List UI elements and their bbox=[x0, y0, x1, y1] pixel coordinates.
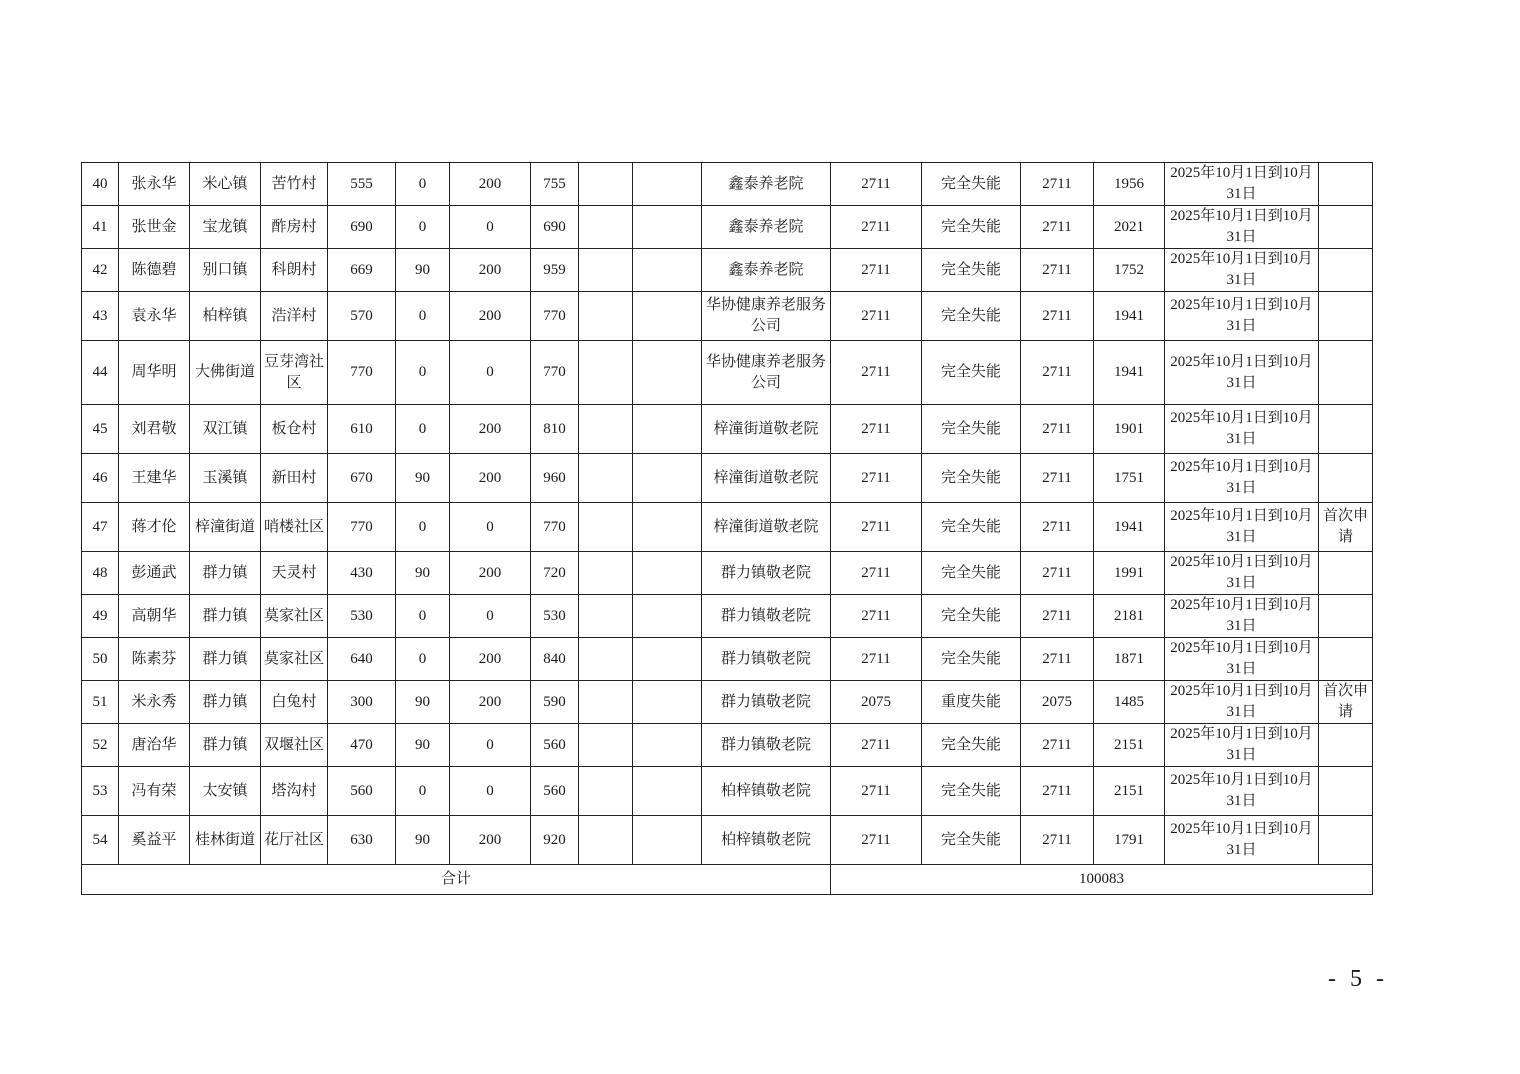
amount-4-cell: 560 bbox=[531, 767, 579, 816]
institution-cell: 群力镇敬老院 bbox=[702, 724, 831, 767]
amount-2-cell: 90 bbox=[396, 249, 450, 292]
amount-3-cell: 0 bbox=[450, 503, 531, 552]
difference-cell: 1941 bbox=[1094, 292, 1165, 341]
note-cell bbox=[1319, 552, 1373, 595]
row-number-cell: 51 bbox=[82, 681, 119, 724]
disability-level-cell: 完全失能 bbox=[922, 341, 1021, 405]
amount-cell: 2711 bbox=[1021, 816, 1094, 865]
table-row bbox=[82, 206, 1373, 249]
town-cell: 柏梓镇 bbox=[190, 292, 261, 341]
amount-3-cell: 200 bbox=[450, 163, 531, 206]
blank-1-cell bbox=[579, 206, 633, 249]
row-number-cell: 45 bbox=[82, 405, 119, 454]
standard-cell: 2711 bbox=[831, 724, 922, 767]
standard-cell: 2711 bbox=[831, 341, 922, 405]
blank-1-cell bbox=[579, 724, 633, 767]
amount-1-cell: 640 bbox=[328, 638, 396, 681]
amount-cell: 2711 bbox=[1021, 503, 1094, 552]
town-cell: 群力镇 bbox=[190, 681, 261, 724]
row-number-cell: 46 bbox=[82, 454, 119, 503]
town-cell: 群力镇 bbox=[190, 552, 261, 595]
village-cell: 天灵村 bbox=[261, 552, 328, 595]
row-number-cell: 47 bbox=[82, 503, 119, 552]
village-cell: 豆芽湾社区 bbox=[261, 341, 328, 405]
disability-level-cell: 完全失能 bbox=[922, 503, 1021, 552]
amount-cell: 2711 bbox=[1021, 292, 1094, 341]
person-name-cell: 张世金 bbox=[119, 206, 190, 249]
table-row bbox=[82, 292, 1373, 341]
village-cell: 莫家社区 bbox=[261, 595, 328, 638]
period-cell: 2025年10月1日到10月31日 bbox=[1165, 681, 1319, 724]
amount-cell: 2711 bbox=[1021, 595, 1094, 638]
blank-2-cell bbox=[633, 249, 702, 292]
village-cell: 板仓村 bbox=[261, 405, 328, 454]
amount-4-cell: 960 bbox=[531, 454, 579, 503]
disability-level-cell: 完全失能 bbox=[922, 638, 1021, 681]
period-cell: 2025年10月1日到10月31日 bbox=[1165, 595, 1319, 638]
amount-2-cell: 0 bbox=[396, 638, 450, 681]
row-number-cell: 44 bbox=[82, 341, 119, 405]
note-cell: 首次申请 bbox=[1319, 503, 1373, 552]
blank-2-cell bbox=[633, 503, 702, 552]
amount-4-cell: 770 bbox=[531, 292, 579, 341]
table-row bbox=[82, 638, 1373, 681]
blank-2-cell bbox=[633, 292, 702, 341]
blank-2-cell bbox=[633, 595, 702, 638]
institution-cell: 华协健康养老服务公司 bbox=[702, 292, 831, 341]
blank-2-cell bbox=[633, 552, 702, 595]
row-number-cell: 43 bbox=[82, 292, 119, 341]
blank-2-cell bbox=[633, 724, 702, 767]
amount-2-cell: 0 bbox=[396, 341, 450, 405]
institution-cell: 鑫泰养老院 bbox=[702, 163, 831, 206]
note-cell bbox=[1319, 341, 1373, 405]
amount-3-cell: 200 bbox=[450, 681, 531, 724]
village-cell: 花厅社区 bbox=[261, 816, 328, 865]
disability-level-cell: 完全失能 bbox=[922, 292, 1021, 341]
disability-level-cell: 完全失能 bbox=[922, 454, 1021, 503]
amount-1-cell: 555 bbox=[328, 163, 396, 206]
note-cell bbox=[1319, 206, 1373, 249]
amount-1-cell: 300 bbox=[328, 681, 396, 724]
person-name-cell: 张永华 bbox=[119, 163, 190, 206]
amount-4-cell: 770 bbox=[531, 503, 579, 552]
amount-4-cell: 840 bbox=[531, 638, 579, 681]
total-value: 100083 bbox=[831, 865, 1373, 895]
note-cell bbox=[1319, 595, 1373, 638]
disability-level-cell: 完全失能 bbox=[922, 405, 1021, 454]
amount-2-cell: 0 bbox=[396, 405, 450, 454]
difference-cell: 1485 bbox=[1094, 681, 1165, 724]
village-cell: 科朗村 bbox=[261, 249, 328, 292]
page-number: - 5 - bbox=[1328, 966, 1388, 992]
note-cell bbox=[1319, 816, 1373, 865]
standard-cell: 2075 bbox=[831, 681, 922, 724]
amount-3-cell: 0 bbox=[450, 341, 531, 405]
amount-3-cell: 0 bbox=[450, 724, 531, 767]
person-name-cell: 米永秀 bbox=[119, 681, 190, 724]
disability-level-cell: 完全失能 bbox=[922, 816, 1021, 865]
amount-4-cell: 770 bbox=[531, 341, 579, 405]
amount-cell: 2711 bbox=[1021, 163, 1094, 206]
amount-1-cell: 430 bbox=[328, 552, 396, 595]
town-cell: 米心镇 bbox=[190, 163, 261, 206]
blank-1-cell bbox=[579, 503, 633, 552]
total-row bbox=[82, 865, 1373, 895]
row-number-cell: 42 bbox=[82, 249, 119, 292]
amount-4-cell: 810 bbox=[531, 405, 579, 454]
town-cell: 群力镇 bbox=[190, 638, 261, 681]
table-row bbox=[82, 724, 1373, 767]
amount-2-cell: 90 bbox=[396, 681, 450, 724]
person-name-cell: 袁永华 bbox=[119, 292, 190, 341]
amount-3-cell: 200 bbox=[450, 552, 531, 595]
amount-3-cell: 0 bbox=[450, 595, 531, 638]
town-cell: 群力镇 bbox=[190, 724, 261, 767]
town-cell: 双江镇 bbox=[190, 405, 261, 454]
institution-cell: 柏梓镇敬老院 bbox=[702, 816, 831, 865]
amount-3-cell: 200 bbox=[450, 454, 531, 503]
row-number-cell: 48 bbox=[82, 552, 119, 595]
amount-4-cell: 590 bbox=[531, 681, 579, 724]
difference-cell: 2181 bbox=[1094, 595, 1165, 638]
institution-cell: 群力镇敬老院 bbox=[702, 638, 831, 681]
town-cell: 别口镇 bbox=[190, 249, 261, 292]
table-row bbox=[82, 405, 1373, 454]
amount-cell: 2711 bbox=[1021, 206, 1094, 249]
table-row bbox=[82, 341, 1373, 405]
standard-cell: 2711 bbox=[831, 163, 922, 206]
amount-1-cell: 770 bbox=[328, 341, 396, 405]
note-cell bbox=[1319, 163, 1373, 206]
blank-2-cell bbox=[633, 206, 702, 249]
blank-2-cell bbox=[633, 767, 702, 816]
amount-3-cell: 200 bbox=[450, 405, 531, 454]
amount-3-cell: 200 bbox=[450, 638, 531, 681]
difference-cell: 1941 bbox=[1094, 341, 1165, 405]
institution-cell: 华协健康养老服务公司 bbox=[702, 341, 831, 405]
amount-1-cell: 470 bbox=[328, 724, 396, 767]
disability-level-cell: 完全失能 bbox=[922, 767, 1021, 816]
town-cell: 玉溪镇 bbox=[190, 454, 261, 503]
period-cell: 2025年10月1日到10月31日 bbox=[1165, 454, 1319, 503]
difference-cell: 1941 bbox=[1094, 503, 1165, 552]
blank-1-cell bbox=[579, 249, 633, 292]
difference-cell: 2151 bbox=[1094, 767, 1165, 816]
amount-2-cell: 0 bbox=[396, 292, 450, 341]
disability-level-cell: 完全失能 bbox=[922, 595, 1021, 638]
amount-4-cell: 720 bbox=[531, 552, 579, 595]
village-cell: 浩洋村 bbox=[261, 292, 328, 341]
village-cell: 酢房村 bbox=[261, 206, 328, 249]
blank-1-cell bbox=[579, 454, 633, 503]
note-cell bbox=[1319, 767, 1373, 816]
row-number-cell: 41 bbox=[82, 206, 119, 249]
amount-cell: 2711 bbox=[1021, 454, 1094, 503]
amount-3-cell: 200 bbox=[450, 816, 531, 865]
difference-cell: 1991 bbox=[1094, 552, 1165, 595]
institution-cell: 梓潼街道敬老院 bbox=[702, 454, 831, 503]
table-row bbox=[82, 454, 1373, 503]
amount-4-cell: 755 bbox=[531, 163, 579, 206]
blank-1-cell bbox=[579, 552, 633, 595]
village-cell: 新田村 bbox=[261, 454, 328, 503]
note-cell bbox=[1319, 292, 1373, 341]
difference-cell: 1791 bbox=[1094, 816, 1165, 865]
amount-1-cell: 630 bbox=[328, 816, 396, 865]
row-number-cell: 52 bbox=[82, 724, 119, 767]
blank-1-cell bbox=[579, 638, 633, 681]
institution-cell: 群力镇敬老院 bbox=[702, 595, 831, 638]
table-row bbox=[82, 681, 1373, 724]
note-cell bbox=[1319, 724, 1373, 767]
standard-cell: 2711 bbox=[831, 816, 922, 865]
difference-cell: 1901 bbox=[1094, 405, 1165, 454]
difference-cell: 2021 bbox=[1094, 206, 1165, 249]
town-cell: 大佛街道 bbox=[190, 341, 261, 405]
table-row bbox=[82, 249, 1373, 292]
standard-cell: 2711 bbox=[831, 767, 922, 816]
person-name-cell: 蒋才伦 bbox=[119, 503, 190, 552]
amount-cell: 2711 bbox=[1021, 405, 1094, 454]
disability-level-cell: 完全失能 bbox=[922, 724, 1021, 767]
subsidy-table bbox=[81, 162, 1373, 895]
amount-cell: 2711 bbox=[1021, 638, 1094, 681]
standard-cell: 2711 bbox=[831, 595, 922, 638]
amount-1-cell: 570 bbox=[328, 292, 396, 341]
amount-4-cell: 560 bbox=[531, 724, 579, 767]
period-cell: 2025年10月1日到10月31日 bbox=[1165, 724, 1319, 767]
blank-2-cell bbox=[633, 405, 702, 454]
period-cell: 2025年10月1日到10月31日 bbox=[1165, 638, 1319, 681]
amount-2-cell: 0 bbox=[396, 595, 450, 638]
village-cell: 莫家社区 bbox=[261, 638, 328, 681]
amount-cell: 2711 bbox=[1021, 552, 1094, 595]
row-number-cell: 49 bbox=[82, 595, 119, 638]
person-name-cell: 奚益平 bbox=[119, 816, 190, 865]
blank-1-cell bbox=[579, 163, 633, 206]
disability-level-cell: 完全失能 bbox=[922, 206, 1021, 249]
village-cell: 哨楼社区 bbox=[261, 503, 328, 552]
period-cell: 2025年10月1日到10月31日 bbox=[1165, 552, 1319, 595]
amount-1-cell: 690 bbox=[328, 206, 396, 249]
standard-cell: 2711 bbox=[831, 552, 922, 595]
amount-2-cell: 0 bbox=[396, 206, 450, 249]
standard-cell: 2711 bbox=[831, 405, 922, 454]
amount-3-cell: 0 bbox=[450, 767, 531, 816]
blank-2-cell bbox=[633, 163, 702, 206]
blank-1-cell bbox=[579, 816, 633, 865]
person-name-cell: 陈德碧 bbox=[119, 249, 190, 292]
period-cell: 2025年10月1日到10月31日 bbox=[1165, 292, 1319, 341]
village-cell: 双堰社区 bbox=[261, 724, 328, 767]
note-cell bbox=[1319, 405, 1373, 454]
amount-4-cell: 690 bbox=[531, 206, 579, 249]
difference-cell: 1871 bbox=[1094, 638, 1165, 681]
row-number-cell: 53 bbox=[82, 767, 119, 816]
person-name-cell: 王建华 bbox=[119, 454, 190, 503]
row-number-cell: 50 bbox=[82, 638, 119, 681]
difference-cell: 1751 bbox=[1094, 454, 1165, 503]
table-row bbox=[82, 552, 1373, 595]
period-cell: 2025年10月1日到10月31日 bbox=[1165, 206, 1319, 249]
person-name-cell: 唐治华 bbox=[119, 724, 190, 767]
period-cell: 2025年10月1日到10月31日 bbox=[1165, 405, 1319, 454]
amount-cell: 2075 bbox=[1021, 681, 1094, 724]
person-name-cell: 陈素芬 bbox=[119, 638, 190, 681]
standard-cell: 2711 bbox=[831, 292, 922, 341]
period-cell: 2025年10月1日到10月31日 bbox=[1165, 341, 1319, 405]
difference-cell: 2151 bbox=[1094, 724, 1165, 767]
row-number-cell: 40 bbox=[82, 163, 119, 206]
amount-3-cell: 200 bbox=[450, 292, 531, 341]
note-cell: 首次申请 bbox=[1319, 681, 1373, 724]
disability-level-cell: 重度失能 bbox=[922, 681, 1021, 724]
period-cell: 2025年10月1日到10月31日 bbox=[1165, 767, 1319, 816]
blank-2-cell bbox=[633, 816, 702, 865]
amount-2-cell: 90 bbox=[396, 552, 450, 595]
person-name-cell: 冯有荣 bbox=[119, 767, 190, 816]
period-cell: 2025年10月1日到10月31日 bbox=[1165, 816, 1319, 865]
person-name-cell: 彭通武 bbox=[119, 552, 190, 595]
standard-cell: 2711 bbox=[831, 503, 922, 552]
amount-1-cell: 770 bbox=[328, 503, 396, 552]
row-number-cell: 54 bbox=[82, 816, 119, 865]
institution-cell: 鑫泰养老院 bbox=[702, 249, 831, 292]
blank-1-cell bbox=[579, 405, 633, 454]
amount-1-cell: 669 bbox=[328, 249, 396, 292]
amount-2-cell: 90 bbox=[396, 454, 450, 503]
period-cell: 2025年10月1日到10月31日 bbox=[1165, 503, 1319, 552]
standard-cell: 2711 bbox=[831, 454, 922, 503]
town-cell: 桂林街道 bbox=[190, 816, 261, 865]
institution-cell: 梓潼街道敬老院 bbox=[702, 405, 831, 454]
standard-cell: 2711 bbox=[831, 249, 922, 292]
town-cell: 太安镇 bbox=[190, 767, 261, 816]
table-row bbox=[82, 816, 1373, 865]
amount-cell: 2711 bbox=[1021, 249, 1094, 292]
institution-cell: 鑫泰养老院 bbox=[702, 206, 831, 249]
amount-2-cell: 0 bbox=[396, 503, 450, 552]
table-row bbox=[82, 163, 1373, 206]
amount-1-cell: 610 bbox=[328, 405, 396, 454]
disability-level-cell: 完全失能 bbox=[922, 249, 1021, 292]
disability-level-cell: 完全失能 bbox=[922, 552, 1021, 595]
amount-2-cell: 0 bbox=[396, 767, 450, 816]
blank-2-cell bbox=[633, 454, 702, 503]
standard-cell: 2711 bbox=[831, 638, 922, 681]
table-row bbox=[82, 767, 1373, 816]
village-cell: 白兔村 bbox=[261, 681, 328, 724]
institution-cell: 群力镇敬老院 bbox=[702, 552, 831, 595]
disability-level-cell: 完全失能 bbox=[922, 163, 1021, 206]
amount-2-cell: 90 bbox=[396, 724, 450, 767]
institution-cell: 柏梓镇敬老院 bbox=[702, 767, 831, 816]
town-cell: 群力镇 bbox=[190, 595, 261, 638]
blank-2-cell bbox=[633, 638, 702, 681]
blank-2-cell bbox=[633, 681, 702, 724]
amount-3-cell: 200 bbox=[450, 249, 531, 292]
town-cell: 宝龙镇 bbox=[190, 206, 261, 249]
blank-1-cell bbox=[579, 767, 633, 816]
total-label: 合计 bbox=[82, 865, 831, 895]
blank-1-cell bbox=[579, 292, 633, 341]
note-cell bbox=[1319, 638, 1373, 681]
village-cell: 塔沟村 bbox=[261, 767, 328, 816]
blank-1-cell bbox=[579, 681, 633, 724]
blank-2-cell bbox=[633, 341, 702, 405]
amount-3-cell: 0 bbox=[450, 206, 531, 249]
period-cell: 2025年10月1日到10月31日 bbox=[1165, 163, 1319, 206]
blank-1-cell bbox=[579, 595, 633, 638]
amount-2-cell: 90 bbox=[396, 816, 450, 865]
amount-1-cell: 670 bbox=[328, 454, 396, 503]
institution-cell: 梓潼街道敬老院 bbox=[702, 503, 831, 552]
institution-cell: 群力镇敬老院 bbox=[702, 681, 831, 724]
village-cell: 苦竹村 bbox=[261, 163, 328, 206]
amount-4-cell: 920 bbox=[531, 816, 579, 865]
amount-1-cell: 560 bbox=[328, 767, 396, 816]
blank-1-cell bbox=[579, 341, 633, 405]
table-row bbox=[82, 503, 1373, 552]
amount-2-cell: 0 bbox=[396, 163, 450, 206]
amount-4-cell: 530 bbox=[531, 595, 579, 638]
note-cell bbox=[1319, 454, 1373, 503]
difference-cell: 1752 bbox=[1094, 249, 1165, 292]
amount-cell: 2711 bbox=[1021, 767, 1094, 816]
difference-cell: 1956 bbox=[1094, 163, 1165, 206]
standard-cell: 2711 bbox=[831, 206, 922, 249]
person-name-cell: 高朝华 bbox=[119, 595, 190, 638]
note-cell bbox=[1319, 249, 1373, 292]
town-cell: 梓潼街道 bbox=[190, 503, 261, 552]
amount-4-cell: 959 bbox=[531, 249, 579, 292]
amount-1-cell: 530 bbox=[328, 595, 396, 638]
table-row bbox=[82, 595, 1373, 638]
person-name-cell: 刘君敬 bbox=[119, 405, 190, 454]
amount-cell: 2711 bbox=[1021, 724, 1094, 767]
period-cell: 2025年10月1日到10月31日 bbox=[1165, 249, 1319, 292]
amount-cell: 2711 bbox=[1021, 341, 1094, 405]
person-name-cell: 周华明 bbox=[119, 341, 190, 405]
